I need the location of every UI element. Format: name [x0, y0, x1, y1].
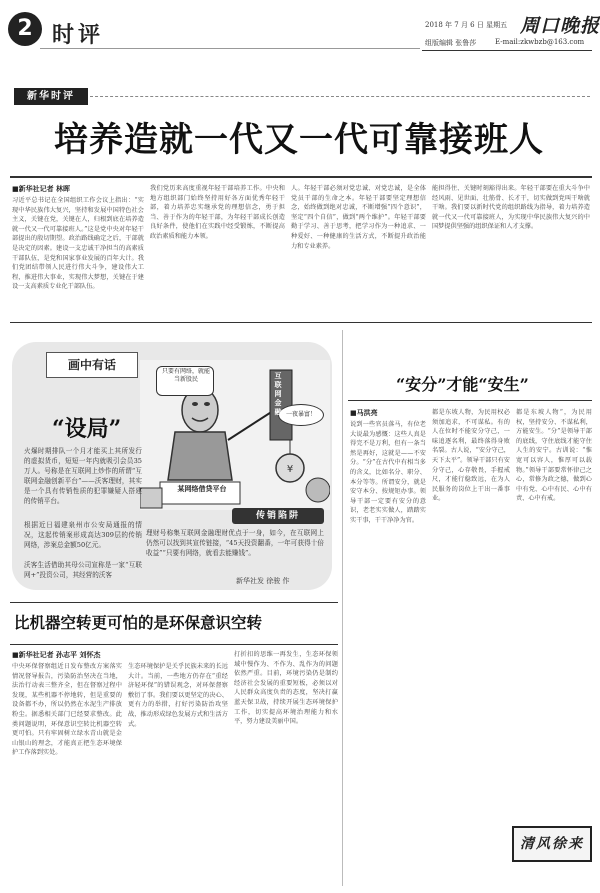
xinhua-col2: 我们党历来高度重视年轻干部培养工作。中央和地方组织部门始终坚持用好各方面优秀年轻干部，着力培养忠实继承党的理想信念，勇于担当、善于作为的年轻干部，为年轻干部成长创造良好条件，使他们在实践中经受锻炼，不断提高政治素质和能力本领。 — [150, 185, 285, 240]
xinhua-bottom-rule — [10, 322, 592, 323]
machine-headline: 比机器空转更可怕的是环保意识空转 — [14, 613, 263, 632]
xinhua-byline: ■新华社记者 林晖 — [12, 185, 71, 193]
email-line: E-mail:zkwbzb@163.com — [495, 38, 585, 46]
date-line: 2018 年 7 月 6 日 星期五 — [425, 21, 508, 29]
machine-byline: ■新华社记者 孙志平 刘怀杰 — [12, 651, 101, 659]
header-rule — [422, 50, 592, 51]
cartoon-text3: 沃客生活借助其母公司宣称是一家“互联网+”投资公司，其经营的沃客 — [24, 561, 142, 579]
page-number: 2 — [17, 16, 33, 41]
xinhua-tag: 新华时评 — [27, 91, 75, 102]
cartoon-platform: 传销陷阱 — [255, 511, 300, 521]
machine-col1: 中央环保督察组近日发布整改方案落实情况督导报告，污染防治坚决在当地，法治行动表三整齐全，但在督察过程中发现，某些机器不停地转，但是重要的设备都不办，所以仍然在水泥生产排放粉尘。据悉相关部门已经要求整改。此类问题说明，环保意识空转比机器空转更可怕。只有牢固树立绿水青山就是金山银山的理念，才能真正把生态环境保护工作落到实处。 — [12, 663, 122, 757]
xinhua-tag-rule — [90, 96, 590, 97]
speech1-text: 只要有网络，就能当新股民 — [161, 368, 210, 383]
svg-text:¥: ¥ — [286, 464, 294, 475]
cartoon-text2: 根据近日福建泉州市公安局通报的情况，这起传销案形成高达309层的传销网络，涉案总金额50亿元。 — [24, 521, 142, 549]
cartoon-banner: 互联网金融 — [274, 372, 282, 416]
anquan-col2: 都是东坡人物，为民用权必须加追求，不可谋私。有的人在位时不能安分守己，一味追逐名利，最终落得身败名裂。古人说，“安分守己，天下太平”。领导干部只有安分守己，心存敬畏，手握戒尺，才能行稳致远，在为人民服务的岗位上干出一番事业。 — [432, 409, 510, 503]
anquan-col1: 说到一些官员落马，有位老大说最为感慨：这些人真是得完不是万利，但有一条当然是再好，这就是——不安分。“分”在古代中有相当多的含义，比如名分、职分、本分等等。所谓安分，就是安守本分、按规矩办事。领导干部一定要有安分的意识，老老实实做人，踏踏实实干事，干干净净为官。 — [350, 421, 426, 524]
anquan-headline: “安分”才能“安生” — [396, 375, 529, 394]
speech2-text: 一夜暴富！ — [285, 411, 316, 418]
masthead-logo: 周口晚报 — [520, 15, 600, 37]
page-header — [0, 0, 600, 70]
cartoon-credit: 新华社发 徐骏 作 — [236, 577, 290, 585]
section-title: 时评 — [52, 22, 105, 48]
machine-col2: 生态环境保护是关乎民族未来的长远大计。当前，一些地方仍存在“重经济轻环保”的错误观念，对环保督察敷衍了事。我们要以更坚定的决心、更有力的举措，打好污染防治攻坚战，推动形成绿色发展方式和生活方式。 — [128, 663, 228, 728]
xinhua-top-rule — [10, 176, 592, 178]
machine-headline-rule — [10, 644, 338, 645]
anquan-rule — [348, 400, 592, 401]
cartoon-column-label: 画中有话 — [67, 358, 116, 372]
xinhua-col1: 习近平总书记在全国组织工作会议上指出：“实现中华民族伟大复兴，坚持和发展中国特色社会主义，关键在党，关键在人，归根到底在培养造就一代又一代可靠接班人。”这是党中央对年轻干部提出的殷切期望。政治路线确定之后，干部就是决定的因素。建设一支忠诚干净担当的高素质干部队伍，是党和国家事业发展的百年大计。我们党团结带领人民进行伟大斗争，建设伟大工程，推进伟大事业，实现伟大梦想，关键在于建设一支高素质专业化干部队伍。 — [12, 197, 144, 291]
editor-line: 组版编辑 张鲁莎 — [425, 39, 477, 47]
anquan-byline: ■马洪亮 — [350, 409, 378, 417]
xinhua-headline: 培养造就一代又一代可靠接班人 — [54, 120, 544, 160]
stamp-text: 清风徐来 — [520, 836, 584, 852]
anquan-col3: 都是东坡人物“，为民用权，坚持安分、不谋私利，方能安生。“分”是领导干部的底线，守住底线才能守住人生的安宁。古训说：“惟宽可以容人，惟厚可以载物。”领导干部要常怀律己之心，常修为政之德，做到心中有党、心中有民、心中有责、心中有戒。 — [516, 409, 592, 503]
cartoon-tablet-text: 某网络借贷平台 — [177, 484, 227, 493]
machine-col3: 打折扣的思维一再发生，生态环保领域中慢作为、不作为、乱作为的问题依然严重。目前，环境污染仍是制约经济社会发展的重要短板，必须以对人民群众高度负责的态度，坚决打赢蓝天保卫战，持续开展生态环境保护工作，切实提高环境治理能力和水平，努力建设美丽中国。 — [234, 651, 338, 726]
column-divider — [342, 330, 343, 886]
xinhua-col3: 人。年轻干部必须对党忠诚、对党忠诚，是全体党员干部的生命之本。年轻干部要坚定理想信念，始终做到绝对忠诚，不断增强“四个意识”，坚定“四个自信”，做到“两个维护”。年轻干部要勤于学习、善于思考，把学习作为一种追求、一种爱好、一种健康的生活方式，不断提升政治能力和专业素养。 — [291, 185, 426, 250]
xinhua-col4: 能担得住、关键时刻豁得出来。年轻干部要在重大斗争中经风雨、见世面、壮筋骨、长才干，切实做到党叫干啥就干啥。我们要以新时代党的组织路线为指导，着力培养造就一代又一代可靠接班人，为实现中华民族伟大复兴的中国梦提供坚强的组织保证和人才支撑。 — [432, 185, 590, 231]
header-rule-left — [40, 48, 420, 49]
machine-top-rule — [10, 602, 338, 603]
cartoon-text1: 火爆时期排队一个月才能买上其所发行的虚拟货币，短短一年内就吸引会员35万人。号称是在互联网上炒作的所谓“互联网金融创新平台”——沃客理财，其实是一个具有传销性质的犯罪嫌疑人搭建的传销平台。 — [24, 447, 142, 505]
cartoon-title: “设局” — [52, 416, 122, 442]
cartoon-text4: 理财号称集互联网金融理财优点于一身，如今，在互联网上仍然可以找到其宣传链接，“45天投资翻番，一年可获得十倍收益”“只要有网络，就看去能赚钱”。 — [146, 529, 324, 557]
